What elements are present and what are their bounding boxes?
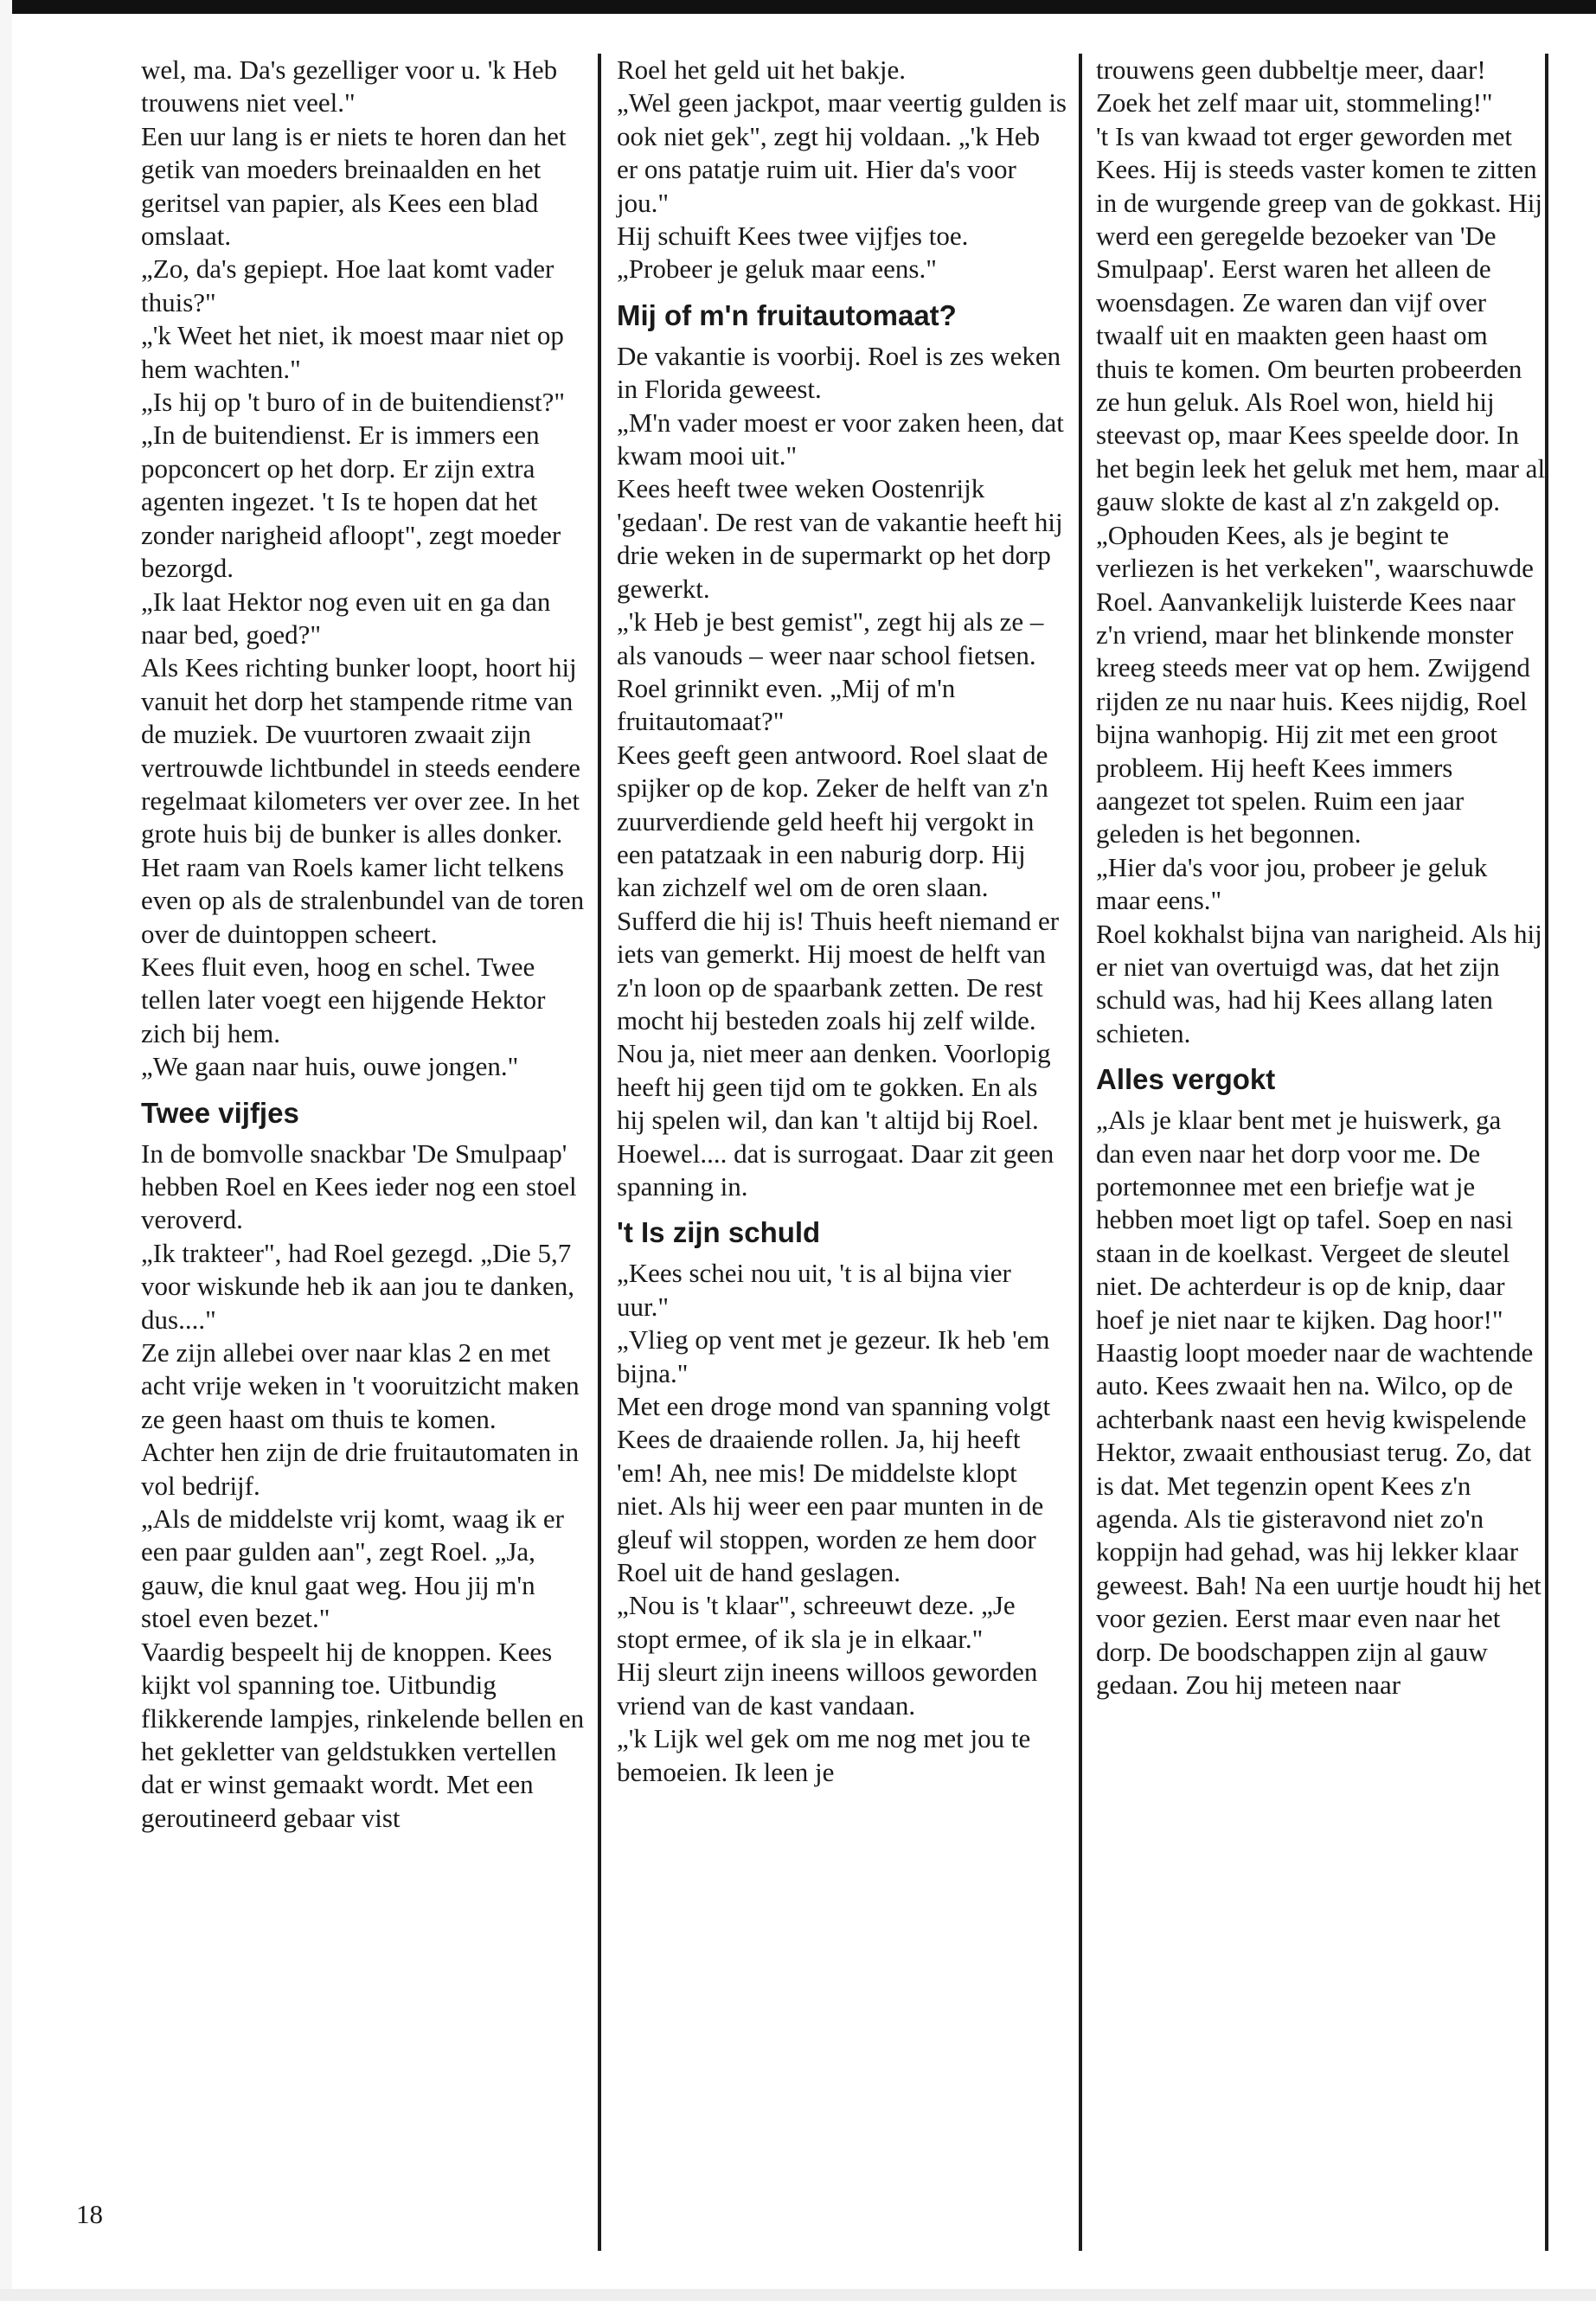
text-column-1 xyxy=(141,54,591,1835)
column-rule-2 xyxy=(1079,54,1082,2251)
paragraph: „M'n vader moest er voor zaken heen, dat kwam mooi uit." xyxy=(617,407,1064,471)
paragraph: Een uur lang is er niets te horen dan het getik van moeders breinaalden en het geritsel van papier, als Kees een blad omslaat. xyxy=(141,120,567,252)
paragraph: Roel kokhalst bijna van narigheid. Als hij er niet van overtuigd was, dat het zijn schuld was, had hij Kees allang laten schieten. xyxy=(1096,918,1542,1048)
paragraph: Hij sleurt zijn ineens willoos geworden vriend van de kast vandaan. xyxy=(617,1657,1038,1721)
paragraph: „Nou is 't klaar", schreeuwt deze. „Je stopt ermee, of ik sla je in elkaar." xyxy=(617,1590,1016,1654)
paragraph: „We gaan naar huis, ouwe jongen." xyxy=(141,1051,519,1082)
paragraph: Vaardig bespeelt hij de knoppen. Kees kijkt vol spanning toe. Uitbundig flikkerende lampjes, rinkelende bellen en het gekletter van geldstukken vertellen dat er winst gemaakt wordt. Met een geroutineerd gebaar vist xyxy=(141,1636,585,1833)
text-column-2 xyxy=(617,54,1067,1789)
paragraph: In de bomvolle snackbar 'De Smulpaap' hebben Roel en Kees ieder nog een stoel veroverd. xyxy=(141,1138,577,1235)
paragraph: Ze zijn allebei over naar klas 2 en met acht vrije weken in 't vooruitzicht maken ze geen haast om thuis te komen. xyxy=(141,1337,580,1434)
paragraph: „'k Weet het niet, ik moest maar niet op hem wachten." xyxy=(141,320,564,384)
paragraph: „Ik laat Hektor nog even uit en ga dan naar bed, goed?" xyxy=(141,586,551,650)
paragraph: Achter hen zijn de drie fruitautomaten in vol bedrijf. xyxy=(141,1437,580,1501)
column-rule-3 xyxy=(1545,54,1548,2251)
paragraph: „Kees schei nou uit, 't is al bijna vier uur." xyxy=(617,1258,1011,1322)
paragraph: „Vlieg op vent met je gezeur. Ik heb 'em bijna." xyxy=(617,1324,1050,1388)
paragraph: 't Is van kwaad tot erger geworden met Kees. Hij is steeds vaster komen te zitten in de wurgende greep van de gokkast. Hij werd een geregelde bezoeker van 'De Smulpaap'. Eerst waren het alleen de woensdagen. Ze waren dan vijf over twaalf uit en maakten geen haast om thuis te komen. Om beurten probeerden ze hun geluk. Als Roel won, hield hij steevast op, maar Kees speelde door. In het begin leek het geluk met hem, maar al gauw slokte de kast al z'n zakgeld op. xyxy=(1096,120,1546,517)
paragraph: „'k Lijk wel gek om me nog met jou te bemoeien. Ik leen je xyxy=(617,1723,1031,1787)
paragraph: Roel het geld uit het bakje. xyxy=(617,54,907,85)
paragraph: „Zo, da's gepiept. Hoe laat komt vader thuis?" xyxy=(141,253,554,317)
paragraph: „In de buitendienst. Er is immers een popconcert op het dorp. Er zijn extra agenten ingezet. 't Is te hopen dat het zonder narigheid afloopt", zegt moeder bezorgd. xyxy=(141,420,561,584)
paragraph: „Ophouden Kees, als je begint te verliezen is het verkeken", waarschuwde Roel. Aanvankelijk luisterde Kees naar z'n vriend, maar het blinkende monster kreeg steeds meer vat op hem. Zwijgend rijden ze nu naar huis. Kees nijdig, Roel bijna wanhopig. Hij zit met een groot probleem. Hij heeft Kees immers aangezet tot spelen. Ruim een jaar geleden is het begonnen. xyxy=(1096,519,1534,849)
paragraph: „Als de middelste vrij komt, waag ik er een paar gulden aan", zegt Roel. „Ja, gauw, die knul gaat weg. Hou jij m'n stoel even bezet." xyxy=(141,1503,564,1634)
paragraph: Hij schuift Kees twee vijfjes toe. „Probeer je geluk maar eens." xyxy=(617,221,969,285)
paragraph: „Ik trakteer", had Roel gezegd. „Die 5,7 voor wiskunde heb ik aan jou te danken, dus...." xyxy=(141,1237,575,1335)
page-bottom-edge xyxy=(0,2289,1596,2301)
paragraph: trouwens geen dubbeltje meer, daar! Zoek het zelf maar uit, stommeling!" xyxy=(1096,54,1493,119)
section-heading: Alles vergokt xyxy=(1096,1063,1276,1096)
paragraph: Kees fluit even, hoog en schel. Twee tellen later voegt een hijgende Hektor zich bij hem. xyxy=(141,951,546,1048)
paragraph: Als Kees richting bunker loopt, hoort hij vanuit het dorp het stampende ritme van de muziek. De vuurtoren zwaait zijn vertrouwde lichtbundel in steeds eendere regelmaat kilometers ver over zee. In het grote huis bij de bunker is alles donker. Het raam van Roels kamer licht telkens even op als de stralenbundel van de toren over de duintoppen scheert. xyxy=(141,652,585,949)
section-heading: Twee vijfjes xyxy=(141,1096,299,1129)
paragraph: Haastig loopt moeder naar de wachtende auto. Kees zwaait hen na. Wilco, op de achterbank naast een hevig kwispelende Hektor, zwaait enthousiast terug. Zo, dat is dat. Met tegenzin opent Kees z'n agenda. Als tie gisteravond niet zo'n koppijn had gehad, was hij lekker klaar geweest. Bah! Na een uurtje houdt hij het voor gezien. Eerst maar even naar het dorp. De boodschappen zijn al gauw gedaan. Zou hij meteen naar xyxy=(1096,1337,1542,1701)
page-left-margin xyxy=(0,0,12,2301)
paragraph: wel, ma. Da's gezelliger voor u. 'k Heb trouwens niet veel." xyxy=(141,54,558,119)
paragraph: „Hier da's voor jou, probeer je geluk maar eens." xyxy=(1096,851,1488,916)
page-number: 18 xyxy=(76,2199,103,2229)
paragraph: „'k Heb je best gemist", zegt hij als ze – als vanouds – weer naar school fietsen. xyxy=(617,606,1044,670)
section-heading: 't Is zijn schuld xyxy=(617,1216,821,1249)
paragraph: „Wel geen jackpot, maar veertig gulden is ook niet gek", zegt hij voldaan. „'k Heb er ons patatje ruim uit. Hier da's voor jou." xyxy=(617,87,1067,218)
paragraph: Kees geeft geen antwoord. Roel slaat de spijker op de kop. Zeker de helft van z'n zuurverdiende geld heeft hij vergokt in een patatzaak in een naburig dorp. Hij kan zichzelf wel om de oren slaan. Sufferd die hij is! Thuis heeft niemand er iets van gemerkt. Hij moest de helft van z'n loon op de spaarbank zetten. De rest mocht hij besteden zoals hij zelf wilde. Nou ja, niet meer aan denken. Voorlopig heeft hij geen tijd om te gokken. En als hij spelen wil, dan kan 't altijd bij Roel. Hoewel.... dat is surrogaat. Daar zit geen spanning in. xyxy=(617,739,1060,1202)
paragraph: „Als je klaar bent met je huiswerk, ga dan even naar het dorp voor me. De portemonnee met een briefje wat je hebben moet ligt op tafel. Soep en nasi staan in de koelkast. Vergeet de sleutel niet. De achterdeur is op de knip, daar hoef je niet naar te kijken. Dag hoor!" xyxy=(1096,1105,1514,1335)
page-top-edge xyxy=(0,0,1596,14)
section-heading: Mij of m'n fruitautomaat? xyxy=(617,298,957,331)
text-column-3 xyxy=(1096,54,1546,1702)
column-rule-1 xyxy=(598,54,601,2251)
paragraph: De vakantie is voorbij. Roel is zes weken in Florida geweest. xyxy=(617,340,1061,405)
paragraph: Roel grinnikt even. „Mij of m'n fruitautomaat?" xyxy=(617,672,956,737)
paragraph: Met een droge mond van spanning volgt Kees de draaiende rollen. Ja, hij heeft 'em! Ah, nee mis! De middelste klopt niet. Als hij weer een paar munten in de gleuf wil stoppen, worden ze hem door Roel uit de hand geslagen. xyxy=(617,1391,1051,1588)
paragraph: Kees heeft twee weken Oostenrijk 'gedaan'. De rest van de vakantie heeft hij drie weken in de supermarkt op het dorp gewerkt. xyxy=(617,473,1063,604)
paragraph: „Is hij op 't buro of in de buitendienst?" xyxy=(141,387,566,418)
